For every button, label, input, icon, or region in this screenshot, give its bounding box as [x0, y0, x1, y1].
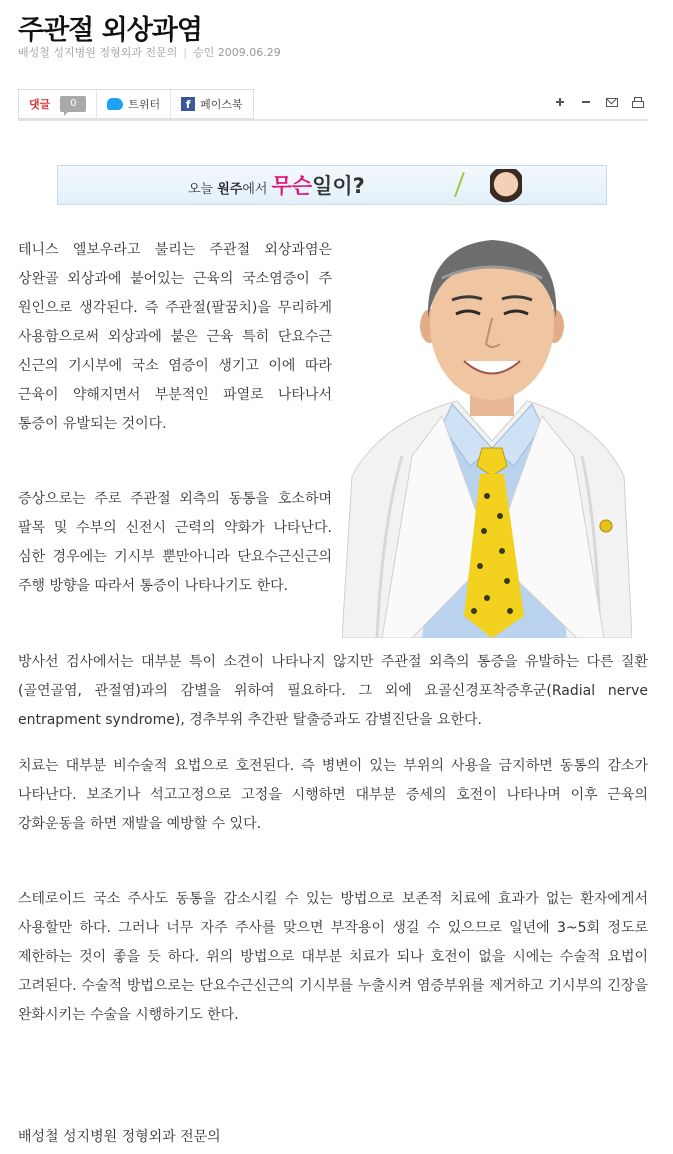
twitter-share-button[interactable] [97, 90, 171, 118]
doctor-portrait [342, 226, 632, 638]
plus-icon[interactable] [553, 95, 567, 109]
twitter-icon [107, 98, 123, 110]
banner-text [188, 170, 365, 200]
article-title: 주관절 외상과염 [18, 15, 202, 46]
minus-icon[interactable] [579, 95, 593, 109]
reply-count-badge: 0 [60, 96, 86, 112]
facebook-share-button[interactable] [171, 90, 253, 118]
doctor-portrait-svg [342, 226, 632, 638]
banner-part1: 오늘 [188, 182, 218, 197]
meta-divider: | [183, 46, 187, 59]
reply-label: 댓글 [29, 98, 51, 111]
twitter-label: 트위터 [128, 98, 161, 111]
article-tools [541, 95, 645, 109]
reply-button[interactable] [19, 90, 97, 118]
facebook-label: 페이스북 [200, 98, 243, 111]
share-box [18, 89, 254, 119]
article-byline: 배성철 성지병원 정형외과 전문의 [18, 1129, 221, 1145]
banner-model-image [490, 169, 522, 205]
banner-part3: 에서 [242, 182, 268, 197]
print-icon[interactable] [631, 95, 645, 109]
paragraph-treatment: 치료는 대부분 비수술적 요법으로 호전된다. 즉 병변이 있는 부위의 사용을 금지하면 동통의 감소가 나타난다. 보조기나 석고고정으로 고정을 시행하면 대부분 증세의 호전이 나타나며 이후 근육의 강화운동을 하면 재발을 예방할 수 있다. [18, 758, 648, 832]
date-meta: 승인 2009.06.29 [192, 46, 281, 59]
article-meta [18, 44, 281, 60]
paragraph-symptoms: 증상으로는 주로 주관절 외측의 동통을 호소하며 팔목 및 수부의 신전시 근력의 약화가 나타난다. 심한 경우에는 기시부 뿐만아니라 단요수근신근의 주행 방향을 따라서 통증이 나타나기도 한다. [18, 491, 332, 594]
banner-part5: 일이? [312, 174, 365, 198]
paragraph-diagnosis: 방사선 검사에서는 대부분 특이 소견이 나타나지 않지만 주관절 외측의 통증을 유발하는 다른 질환(골연골염, 관절염)과의 감별을 위하여 필요하다. 그 외에 요골신경포착증후군(Radial nerve entrapment syndrome), 경추부위 추간판 탈출증과도 감별진단을 요한다. [18, 654, 648, 728]
article-toolbar [18, 89, 647, 121]
author-meta: 배성철 성지병원 정형외과 전문의 [18, 46, 178, 59]
banner-part4: 무슨 [271, 174, 313, 198]
ad-banner[interactable] [57, 165, 607, 205]
banner-part2: 원주 [217, 182, 243, 197]
mail-icon[interactable] [605, 95, 619, 109]
paragraph-cause: 테니스 엘보우라고 불리는 주관절 외상과염은 상완골 외상과에 붙어있는 근육의 국소염증이 주 원인으로 생각된다. 즉 주관절(팔꿈치)을 무리하게 사용함으로써 외상과에 붙은 근육 특히 단요수근 신근의 기시부에 국소 염증이 생기고 이에 따라 근육이 약해지면서 부분적인 파열로 나타나서 통증이 유발되는 것이다. [18, 242, 332, 432]
facebook-icon: f [181, 97, 195, 111]
paragraph-injection-surgery: 스테로이드 국소 주사도 동통을 감소시킬 수 있는 방법으로 보존적 치료에 효과가 없는 환자에게서 사용할만 하다. 그러나 너무 자주 주사를 맞으면 부작용이 생길 수 있으므로 일년에 3~5회 정도로 제한하는 것이 좋을 듯 하다. 위의 방법으로 대부분 치료가 되나 호전이 없을 시에는 수술적 요법이 고려된다. 수술적 방법으로는 단요수근신근의 기시부를 누출시켜 염증부위를 제거하고 기시부의 긴장을 완화시키는 수술을 시행하기도 한다. [18, 891, 648, 1023]
banner-leaf-decoration [454, 172, 478, 202]
